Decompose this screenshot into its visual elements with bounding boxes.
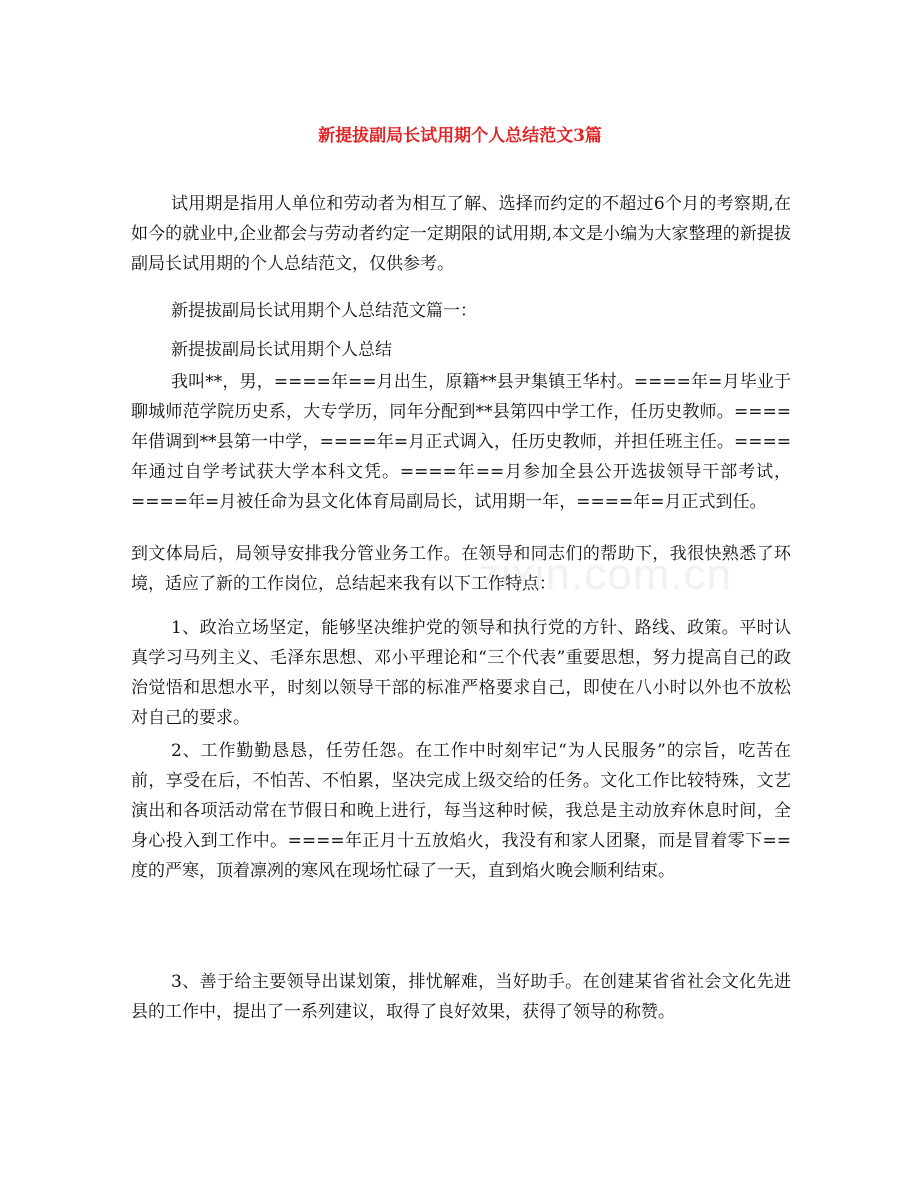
section-heading-one: 新提拔副局长试用期个人总结范文篇一： <box>171 301 477 321</box>
watermark: zixin.com.cn <box>478 550 733 599</box>
document-title: 新提拔副局长试用期个人总结范文3篇 <box>318 126 602 146</box>
bio-paragraph: 我叫**，男，====年==月出生，原籍**县尹集镇王华村。====年=月毕业于聊城师范学院历史系，大专学历，同年分配到**县第四中学工作，任历史教师。====年借调到**县第一中学，====年=月正式调入，任历史教师，并担任班主任。====年通过自学考试获大学本科文凭。====年==月参加全县公开选拔领导干部考试，====年=月被任命为县文化体育局副局长，试用期一年，====年=月正式到任。 <box>131 372 791 512</box>
intro-paragraph: 试用期是指用人单位和劳动者为相互了解、选择而约定的不超过6个月的考察期,在如今的就业中,企业都会与劳动者约定一定期限的试用期,本文是小编为大家整理的新提拔副局长试用期的个人总结范文，仅供参考。 <box>131 194 791 274</box>
point-three-paragraph: 3、善于给主要领导出谋划策，排忧解难，当好助手。在创建某省省社会文化先进县的工作中，提出了一系列建议，取得了良好效果，获得了领导的称赞。 <box>131 972 791 1022</box>
section-heading-two: 新提拔副局长试用期个人总结 <box>171 340 392 360</box>
point-two-paragraph: 2、工作勤勤恳恳，任劳任怨。在工作中时刻牢记“为人民服务”的宗旨，吃苦在前，享受在后，不怕苦、不怕累，坚决完成上级交给的任务。文化工作比较特殊，文艺演出和各项活动常在节假日和晚上进行，每当这种时候，我总是主动放弃休息时间，全身心投入到工作中。====年正月十五放焰火，我没有和家人团聚，而是冒着零下==度的严寒，顶着凛冽的寒风在现场忙碌了一天，直到焰火晚会顺利结束。 <box>131 741 791 881</box>
point-one-paragraph: 1、政治立场坚定，能够坚决维护党的领导和执行党的方针、路线、政策。平时认真学习马列主义、毛泽东思想、邓小平理论和“三个代表”重要思想，努力提高自己的政治觉悟和思想水平，时刻以领导干部的标准严格要求自己，即使在八小时以外也不放松对自己的要求。 <box>131 618 791 728</box>
arrival-paragraph: 到文体局后，局领导安排我分管业务工作。在领导和同志们的帮助下，我很快熟悉了环境，适应了新的工作岗位，总结起来我有以下工作特点： <box>131 544 791 594</box>
